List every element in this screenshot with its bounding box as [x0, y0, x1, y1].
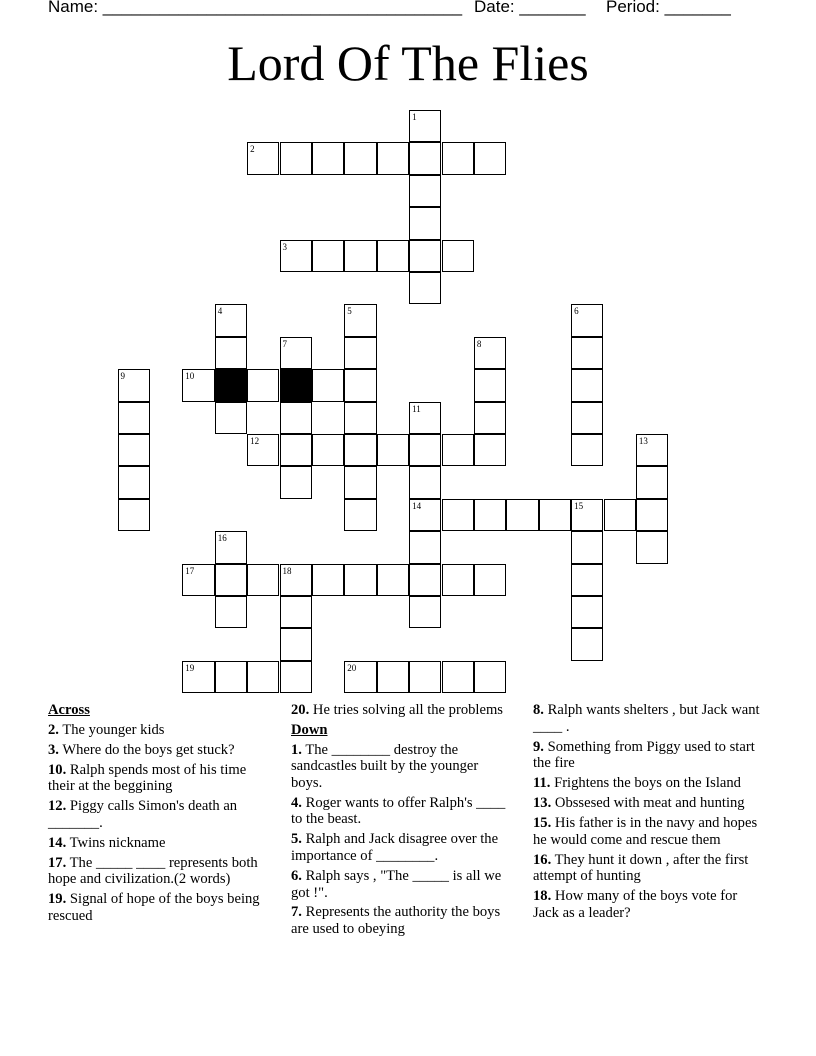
clue-number: 16 — [217, 533, 227, 544]
clue-text: Roger wants to offer Ralph's ____ to the beast. — [291, 794, 506, 828]
clue-text: The _____ ____ represents both hope and civilization.(2 words) — [48, 854, 258, 888]
clue-9 — [533, 739, 761, 772]
grid-cell[interactable] — [474, 142, 506, 174]
grid-cell[interactable] — [247, 434, 279, 466]
grid-cell[interactable] — [344, 434, 376, 466]
clue-number-label: 14. — [48, 834, 67, 851]
clue-number: 18 — [282, 565, 292, 576]
clue-number: 13 — [638, 436, 648, 446]
grid-cell[interactable] — [215, 531, 247, 563]
clue-number-label: 13. — [533, 795, 552, 812]
clue-2 — [48, 722, 270, 739]
grid-cell[interactable] — [442, 434, 474, 466]
grid-cell[interactable] — [280, 434, 312, 466]
grid-cell[interactable] — [118, 499, 150, 531]
clue-number-label: 1. — [291, 741, 302, 758]
grid-cell[interactable] — [344, 499, 376, 531]
grid-cell[interactable] — [247, 564, 279, 596]
grid-cell[interactable] — [247, 369, 279, 401]
down-clue-list-continued — [533, 702, 761, 921]
clue-number-label: 9. — [533, 738, 544, 755]
grid-cell[interactable] — [474, 369, 506, 401]
grid-cell[interactable] — [280, 337, 312, 369]
clue-number: 12 — [250, 436, 260, 446]
grid-cell[interactable] — [377, 661, 409, 693]
clues-column-2 — [291, 702, 513, 941]
clue-20 — [291, 702, 513, 719]
clue-number: 11 — [412, 403, 421, 414]
grid-cell[interactable] — [118, 369, 150, 401]
grid-cell[interactable] — [474, 661, 506, 693]
grid-cell[interactable] — [442, 661, 474, 693]
clue-text: His father is in the navy and hopes he would come and rescue them — [533, 815, 758, 848]
black-cell — [280, 369, 312, 401]
across-clue-list — [48, 722, 270, 925]
grid-cell[interactable] — [344, 142, 376, 174]
clue-number: 1 — [412, 112, 417, 122]
grid-cell[interactable] — [571, 596, 603, 628]
clue-number-label: 2. — [48, 721, 59, 738]
clue-number: 6 — [574, 306, 579, 317]
clue-text: Signal of hope of the boys being rescued — [48, 891, 260, 924]
grid-cell[interactable] — [280, 142, 312, 174]
clue-text: How many of the boys vote for Jack as a leader? — [533, 888, 738, 921]
grid-cell[interactable] — [506, 499, 538, 531]
across-clue-list-continued — [291, 702, 513, 719]
grid-cell[interactable] — [409, 142, 441, 174]
clue-text: Twins nickname — [66, 834, 166, 851]
date-field[interactable]: Date: _______ — [474, 0, 586, 16]
grid-cell[interactable] — [474, 499, 506, 531]
clue-text: Where do the boys get stuck? — [58, 741, 235, 758]
grid-cell[interactable] — [571, 369, 603, 401]
grid-cell[interactable] — [312, 564, 344, 596]
clue-number-label: 12. — [48, 798, 67, 815]
clue-number-label: 20. — [291, 702, 310, 718]
grid-cell[interactable] — [571, 628, 603, 660]
grid-cell[interactable] — [215, 596, 247, 628]
grid-cell[interactable] — [409, 240, 441, 272]
clue-number: 9 — [120, 371, 125, 382]
grid-cell[interactable] — [571, 304, 603, 336]
grid-cell[interactable] — [215, 337, 247, 369]
grid-cell[interactable] — [636, 466, 668, 498]
clue-number: 3 — [282, 241, 287, 252]
page-title: Lord Of The Flies — [227, 35, 589, 91]
grid-cell[interactable] — [571, 564, 603, 596]
grid-cell[interactable] — [344, 337, 376, 369]
clue-18 — [533, 888, 761, 921]
grid-cell[interactable] — [344, 661, 376, 693]
grid-cell[interactable] — [312, 240, 344, 272]
clue-number-label: 3. — [48, 741, 59, 758]
clue-14 — [48, 835, 270, 852]
grid-cell[interactable] — [474, 337, 506, 369]
name-field[interactable]: Name: ______________________________________ — [48, 0, 463, 16]
grid-cell[interactable] — [377, 434, 409, 466]
grid-cell[interactable] — [409, 564, 441, 596]
grid-cell[interactable] — [474, 402, 506, 434]
grid-cell[interactable] — [636, 434, 668, 466]
clue-11 — [533, 775, 761, 792]
grid-cell[interactable] — [409, 466, 441, 498]
clue-number-label: 7. — [291, 904, 302, 921]
clue-number-label: 4. — [291, 794, 302, 811]
clue-text: Obssesed with meat and hunting — [551, 795, 745, 812]
grid-cell[interactable] — [474, 434, 506, 466]
grid-cell[interactable] — [312, 142, 344, 174]
grid-cell[interactable] — [182, 369, 214, 401]
clue-number: 20 — [347, 662, 357, 673]
clue-text: Represents the authority the boys are used to obeying — [291, 904, 501, 938]
grid-cell[interactable] — [344, 402, 376, 434]
clue-number: 5 — [347, 306, 352, 317]
grid-cell[interactable] — [280, 402, 312, 434]
grid-cell[interactable] — [344, 304, 376, 336]
clue-number: 19 — [185, 662, 195, 673]
grid-cell[interactable] — [215, 564, 247, 596]
clue-19 — [48, 891, 270, 924]
clue-8 — [533, 702, 761, 735]
clue-text: Piggy calls Simon's death an _______. — [48, 798, 238, 831]
clue-17 — [48, 855, 270, 888]
grid-cell[interactable] — [247, 661, 279, 693]
clue-number: 14 — [412, 500, 422, 511]
grid-cell[interactable] — [118, 466, 150, 498]
clues-column-1 — [48, 702, 270, 928]
grid-cell[interactable] — [604, 499, 636, 531]
grid-cell[interactable] — [280, 240, 312, 272]
clue-number-label: 5. — [291, 831, 302, 848]
grid-cell[interactable] — [539, 499, 571, 531]
grid-cell[interactable] — [571, 402, 603, 434]
clues-column-3 — [533, 702, 761, 925]
grid-cell[interactable] — [344, 369, 376, 401]
grid-cell[interactable] — [377, 142, 409, 174]
grid-cell[interactable] — [118, 402, 150, 434]
grid-cell[interactable] — [409, 531, 441, 563]
clue-number: 8 — [476, 338, 482, 349]
grid-cell[interactable] — [409, 499, 441, 531]
grid-cell[interactable] — [344, 240, 376, 272]
clue-number: 15 — [574, 500, 584, 511]
clue-number: 10 — [185, 371, 195, 382]
clue-text: Ralph says , "The _____ is all we got !". — [291, 867, 502, 901]
grid-cell[interactable] — [215, 402, 247, 434]
clue-number-label: 17. — [48, 854, 67, 871]
grid-cell[interactable] — [442, 142, 474, 174]
grid-cell[interactable] — [118, 434, 150, 466]
grid-cell[interactable] — [312, 434, 344, 466]
grid-cell[interactable] — [409, 175, 441, 207]
grid-cell[interactable] — [215, 661, 247, 693]
grid-cell[interactable] — [280, 628, 312, 660]
clue-number: 2 — [250, 144, 255, 155]
clue-number-label: 8. — [533, 702, 544, 718]
grid-cell[interactable] — [280, 564, 312, 596]
clue-text: The younger kids — [58, 721, 165, 738]
clue-4 — [291, 795, 513, 828]
clue-number-label: 19. — [48, 891, 67, 908]
grid-cell[interactable] — [409, 110, 441, 142]
grid-cell[interactable] — [215, 304, 247, 336]
clue-text: Ralph spends most of his time their at the beggining — [48, 761, 247, 795]
clue-6 — [291, 868, 513, 901]
grid-cell[interactable] — [442, 240, 474, 272]
across-heading: Across — [48, 702, 90, 718]
clue-text: He tries solving all the problems — [309, 702, 503, 718]
grid-cell[interactable] — [409, 272, 441, 304]
grid-cell[interactable] — [247, 142, 279, 174]
clue-5 — [291, 831, 513, 864]
grid-cell[interactable] — [377, 564, 409, 596]
grid-cell[interactable] — [409, 402, 441, 434]
grid-cell[interactable] — [344, 466, 376, 498]
black-cell — [215, 369, 247, 401]
clue-text: Something from Piggy used to start the fire — [533, 738, 755, 772]
clue-13 — [533, 795, 761, 812]
grid-cell[interactable] — [571, 434, 603, 466]
clue-number: 7 — [282, 338, 287, 349]
clue-3 — [48, 742, 270, 759]
grid-cell[interactable] — [280, 661, 312, 693]
clue-10 — [48, 762, 270, 795]
clue-number-label: 6. — [291, 867, 302, 884]
grid-cell[interactable] — [280, 596, 312, 628]
clue-number-label: 11. — [533, 775, 551, 792]
clue-text: The ________ destroy the sandcastles built by the younger boys. — [291, 741, 479, 791]
clue-7 — [291, 904, 513, 937]
clue-number-label: 10. — [48, 761, 67, 778]
clue-text: Ralph wants shelters , but Jack want ____ . — [533, 702, 760, 735]
grid-cell[interactable] — [409, 207, 441, 239]
grid-cell[interactable] — [636, 499, 668, 531]
grid-cell[interactable] — [442, 564, 474, 596]
grid-cell[interactable] — [571, 499, 603, 531]
grid-cell[interactable] — [182, 661, 214, 693]
clue-number: 17 — [185, 565, 195, 576]
grid-cell[interactable] — [571, 531, 603, 563]
down-clue-list — [291, 742, 513, 938]
clue-number: 4 — [217, 306, 223, 317]
clue-number-label: 18. — [533, 888, 552, 905]
clue-text: They hunt it down , after the first attempt of hunting — [533, 851, 749, 885]
grid-cell[interactable] — [474, 564, 506, 596]
clue-12 — [48, 798, 270, 831]
clue-1 — [291, 742, 513, 792]
clue-number-label: 16. — [533, 851, 552, 868]
grid-cell[interactable] — [442, 499, 474, 531]
grid-cell[interactable] — [636, 531, 668, 563]
clue-text: Frightens the boys on the Island — [550, 775, 741, 792]
grid-cell[interactable] — [409, 596, 441, 628]
down-heading: Down — [291, 721, 328, 738]
grid-cell[interactable] — [409, 434, 441, 466]
grid-cell[interactable] — [344, 564, 376, 596]
clue-number-label: 15. — [533, 815, 552, 832]
grid-cell[interactable] — [571, 337, 603, 369]
grid-cell[interactable] — [377, 240, 409, 272]
grid-cell[interactable] — [409, 661, 441, 693]
clue-text: Ralph and Jack disagree over the importance of ________. — [291, 831, 499, 864]
grid-cell[interactable] — [280, 466, 312, 498]
grid-cell[interactable] — [312, 369, 344, 401]
clue-15 — [533, 815, 761, 848]
grid-cell[interactable] — [182, 564, 214, 596]
period-field[interactable]: Period: _______ — [606, 0, 731, 16]
clue-16 — [533, 852, 761, 885]
